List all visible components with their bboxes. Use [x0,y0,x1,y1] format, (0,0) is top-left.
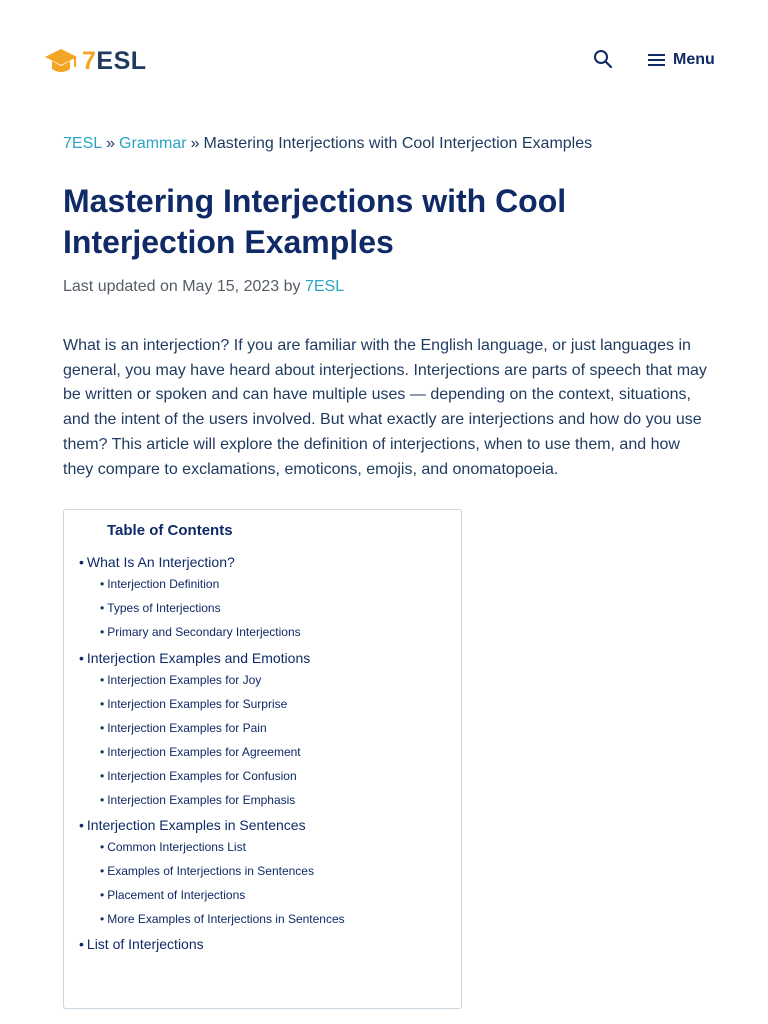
toc-section-item [79,817,345,834]
breadcrumb-separator: » [190,135,200,152]
bullet: • [100,697,105,711]
search-button[interactable] [592,49,614,71]
menu-label: Menu [673,51,715,68]
menu-button[interactable] [648,46,715,74]
toc-subitem [79,840,345,855]
toc-subitem [79,601,345,616]
bullet: • [100,912,105,926]
bullet: • [79,817,84,833]
toc-list [79,554,345,959]
toc-subitem [79,673,345,688]
toc-subitem-link[interactable]: Interjection Examples for Pain [107,721,267,735]
toc-subitem-link[interactable]: Interjection Examples for Surprise [107,697,288,711]
breadcrumb-separator: » [106,135,116,152]
toc-subitem [79,625,345,640]
bullet: • [100,888,105,902]
breadcrumb [63,134,723,154]
toc-subitem-link[interactable]: Primary and Secondary Interjections [107,625,301,639]
toc-subitem [79,864,345,879]
toc-subitem-link[interactable]: Common Interjections List [107,840,246,854]
toc-section-link[interactable]: What Is An Interjection? [86,554,235,570]
toc-subitem [79,745,345,760]
toc-subitem [79,697,345,712]
hamburger-icon [648,53,665,67]
toc-section-link[interactable]: List of Interjections [86,936,204,952]
toc-section-link[interactable]: Interjection Examples and Emotions [86,650,311,666]
bullet: • [100,793,105,807]
bullet: • [100,864,105,878]
breadcrumb-home-link[interactable]: 7ESL [63,135,103,152]
logo-esl: ESL [96,46,147,75]
toc-subitem-link[interactable]: Interjection Definition [107,577,220,591]
toc-section-item [79,650,345,667]
site-logo[interactable] [44,44,147,78]
toc-subitem-link[interactable]: Examples of Interjections in Sentences [107,864,314,878]
bullet: • [100,840,105,854]
search-icon [593,49,613,69]
toc-title: Table of Contents [107,522,233,539]
toc-section-item [79,554,345,571]
toc-section-link[interactable]: Interjection Examples in Sentences [86,817,306,833]
bullet: • [100,577,105,591]
toc-subitem [79,912,345,927]
toc-subitem-link[interactable]: Types of Interjections [107,601,221,615]
logo-wordmark [82,47,147,76]
page-title: Mastering Interjections with Cool Interjection Examples [63,183,567,260]
toc-subitem [79,793,345,808]
toc-subitem-link[interactable]: Interjection Examples for Joy [107,673,262,687]
bullet: • [100,769,105,783]
toc-subitem-link[interactable]: Interjection Examples for Confusion [107,769,297,783]
meta-date: Last updated on May 15, 2023 by [63,278,301,295]
toc-subitem-link[interactable]: More Examples of Interjections in Sentences [107,912,345,926]
article-meta [63,277,344,297]
toc-subitem [79,888,345,903]
toc-subitem [79,577,345,592]
bullet: • [100,601,105,615]
toc-subitem-link[interactable]: Interjection Examples for Agreement [107,745,301,759]
toc-subitem-link[interactable]: Interjection Examples for Emphasis [107,793,296,807]
bullet: • [79,936,84,952]
toc-section-item [79,936,345,953]
author-link[interactable]: 7ESL [304,278,345,295]
article-intro: What is an interjection? If you are familiar with the English language, or just languages in general, you may have heard about interjections. Interjections are parts of speech that may be written or spoken and can have multiple uses — depending on the context, situations, and the intent of the users involved. But what exactly are interjections and how do you use them? This article will explore the definition of interjections, when to use them, and how they compare to exclamations, emoticons, emojis, and onomatopoeia. [63,337,707,478]
bullet: • [79,650,84,666]
toc-subitem-link[interactable]: Placement of Interjections [107,888,246,902]
bullet: • [100,745,105,759]
bullet: • [100,625,105,639]
bullet: • [100,721,105,735]
table-of-contents [63,509,462,1009]
site-header [0,0,768,120]
toc-subitem [79,769,345,784]
bullet: • [100,673,105,687]
breadcrumb-category-link[interactable]: Grammar [119,135,187,152]
logo-seven: 7 [82,46,97,75]
toc-subitem [79,721,345,736]
breadcrumb-current: Mastering Interjections with Cool Interjection Examples [203,135,593,152]
graduation-cap-icon [44,45,78,77]
bullet: • [79,554,84,570]
